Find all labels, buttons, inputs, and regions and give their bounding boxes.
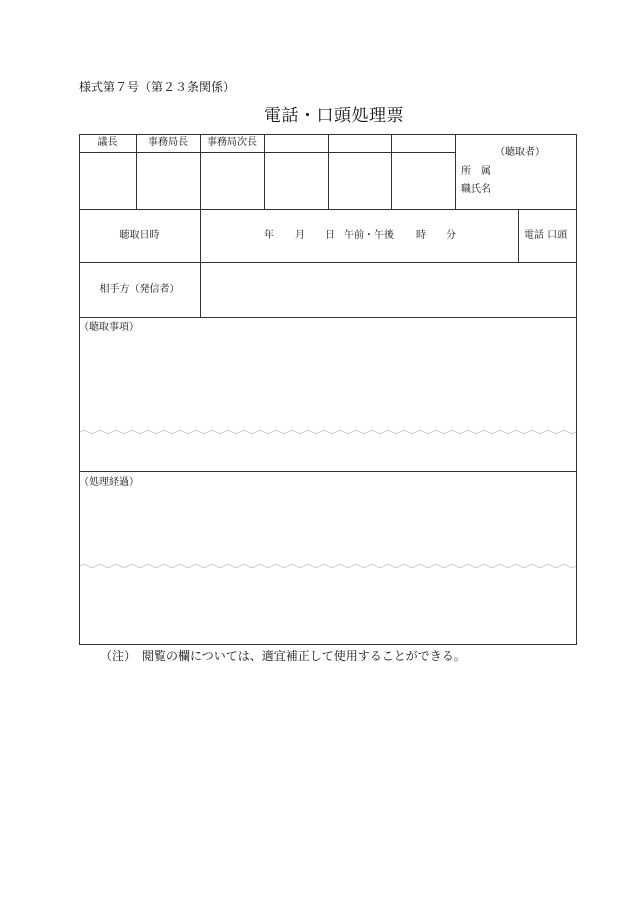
- listener-name-label: 職氏名: [461, 184, 491, 195]
- approval-stamp-blank-1[interactable]: [265, 135, 328, 209]
- hearing-matters-field[interactable]: [80, 336, 576, 471]
- datetime-label: 聴取日時: [119, 230, 160, 241]
- caller-field[interactable]: [201, 263, 576, 317]
- approval-secretary-general-label: 事務局長: [148, 137, 188, 148]
- approval-deputy-secretary-general-label: 事務局次長: [207, 137, 257, 148]
- listener-heading: （聴取者）: [495, 147, 545, 158]
- datetime-year: 年: [264, 230, 274, 241]
- page-title: 電話・口頭処理票: [264, 106, 404, 126]
- hearing-matters-label: （聴取事項）: [79, 322, 139, 333]
- approval-stamp-blank-2[interactable]: [329, 135, 391, 209]
- approval-stamp-secretary-general[interactable]: [137, 153, 200, 209]
- approval-chair-label: 議長: [97, 137, 118, 148]
- datetime-ampm: 午前・午後: [344, 230, 394, 241]
- contact-method-label: 電話 口頭: [524, 230, 568, 241]
- caller-label: 相手方（発信者）: [99, 284, 180, 295]
- datetime-hour: 時: [416, 230, 426, 241]
- datetime-month: 月: [295, 230, 305, 241]
- form-number: 様式第７号（第２３条関係）: [79, 80, 236, 94]
- datetime-day: 日: [325, 230, 335, 241]
- datetime-minute: 分: [446, 230, 456, 241]
- approval-stamp-deputy[interactable]: [201, 153, 264, 209]
- footnote: （注） 閲覧の欄については、適宜補正して使用することができる。: [100, 649, 466, 663]
- listener-affiliation-label: 所 属: [461, 166, 491, 177]
- processing-label: （処理経過）: [79, 477, 139, 488]
- approval-stamp-blank-3[interactable]: [392, 135, 455, 209]
- fold-wave-divider: [80, 429, 576, 435]
- approval-stamp-chair[interactable]: [80, 153, 136, 209]
- fold-wave-divider: [80, 563, 576, 569]
